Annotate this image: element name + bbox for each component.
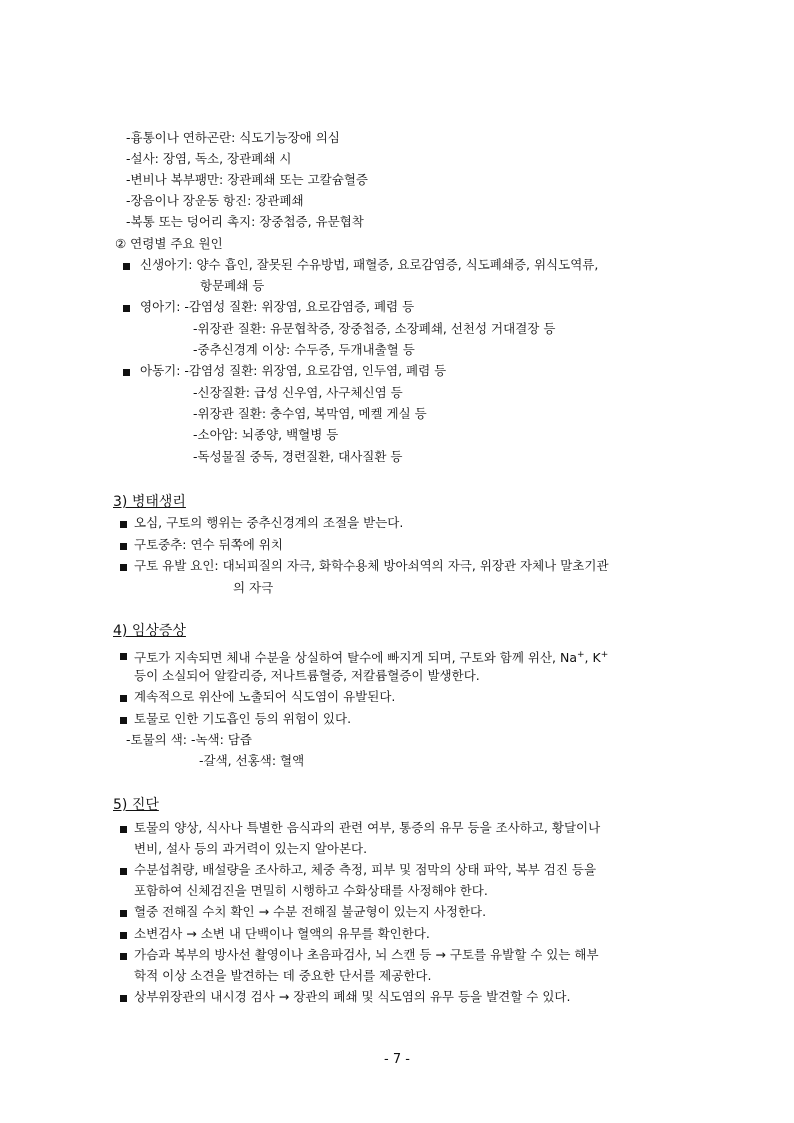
- s4-item-1-cont: 등이 소실되어 알칼리증, 저나트륨혈증, 저칼륨혈증이 발생한다.: [134, 668, 480, 683]
- s5-line-3: 수분섭취량, 배설량을 조사하고, 체중 측정, 피부 및 점막의 상태 파악, 복부 검진 등을: [134, 862, 597, 877]
- newborn-line: 신생아기: 양수 흡인, 잘못된 수유방법, 패혈증, 요로감염증, 식도폐쇄증, 위식도역류,: [140, 257, 599, 272]
- bullet-icon: [120, 995, 127, 1002]
- s3-item-3: 구토 유발 요인: 대뇌피질의 자극, 화학수용체 방아쇠역의 자극, 위장관 자체나 말초기관: [134, 558, 609, 573]
- vomit-color-line-1: -토물의 색: -녹색: 담즙: [126, 732, 252, 747]
- intro-line-1: -흉통이나 연하곤란: 식도기능장애 의심: [126, 130, 340, 145]
- intro-line-4: -장음이나 장운동 항진: 장관폐쇄: [126, 193, 304, 208]
- section-3-title: 3) 병태생리: [113, 494, 186, 510]
- s4-item-3: 토물로 인한 기도흡인 등의 위험이 있다.: [134, 711, 352, 726]
- bullet-icon: [123, 263, 130, 270]
- infant-line-3: -중추신경계 이상: 수두증, 두개내출혈 등: [193, 342, 415, 357]
- child-line-5: -독성물질 중독, 경련질환, 대사질환 등: [193, 449, 403, 464]
- intro-line-3: -변비나 복부팽만: 장관폐쇄 또는 고칼슘혈증: [126, 172, 368, 187]
- s3-item-2: 구토중추: 연수 뒤쪽에 위치: [134, 537, 283, 552]
- bullet-icon: [123, 305, 130, 312]
- s5-line-8: 학적 이상 소견을 발견하는 데 중요한 단서를 제공한다.: [134, 968, 432, 983]
- intro-line-5: -복통 또는 덩어리 촉지: 장중첩증, 유문협착: [126, 214, 364, 229]
- s4-item-1: [134, 647, 608, 666]
- bullet-icon: [120, 653, 127, 660]
- child-line-4: -소아암: 뇌종양, 백혈병 등: [193, 427, 339, 442]
- newborn-line-cont: 항문폐쇄 등: [200, 278, 265, 293]
- bullet-icon: [120, 910, 127, 917]
- bullet-icon: [123, 369, 130, 376]
- bullet-icon: [120, 521, 127, 528]
- bullet-icon: [120, 695, 127, 702]
- infant-line-2: -위장관 질환: 유문협착증, 장중첩증, 소장폐쇄, 선천성 거대결장 등: [193, 321, 556, 336]
- page-number: - 7 -: [384, 1052, 410, 1067]
- s5-line-1: 토물의 양상, 식사나 특별한 음식과의 관련 여부, 통증의 유무 등을 조사하고, 황달이나: [134, 820, 601, 835]
- bullet-icon: [120, 868, 127, 875]
- intro-line-2: -설사: 장염, 독소, 장관폐쇄 시: [126, 151, 292, 166]
- bullet-icon: [120, 717, 127, 724]
- bullet-icon: [120, 953, 127, 960]
- plus-superscript: +: [600, 650, 609, 660]
- s5-line-6: 소변검사 → 소변 내 단백이나 혈액의 유무를 확인한다.: [134, 926, 430, 941]
- child-line-3: -위장관 질환: 충수염, 복막염, 메켈 게실 등: [193, 406, 427, 421]
- bullet-icon: [120, 826, 127, 833]
- s5-line-9: 상부위장관의 내시경 검사 → 장관의 폐쇄 및 식도염의 유무 등을 발견할 수 있다.: [134, 989, 571, 1004]
- plus-superscript: +: [577, 650, 585, 660]
- s3-item-1: 오심, 구토의 행위는 중추신경계의 조절을 받는다.: [134, 515, 404, 530]
- vomit-color-line-2: -갈색, 선홍색: 혈액: [199, 753, 305, 768]
- bullet-icon: [120, 564, 127, 571]
- age-heading: ② 연령별 주요 원인: [115, 236, 223, 251]
- s4-item-2: 계속적으로 위산에 노출되어 식도염이 유발된다.: [134, 689, 396, 704]
- child-line-2: -신장질환: 급성 신우염, 사구체신염 등: [193, 385, 403, 400]
- s5-line-7: 가슴과 복부의 방사선 촬영이나 초음파검사, 뇌 스캔 등 → 구토를 유발할 수 있는 해부: [134, 947, 599, 962]
- section-5-title: 5) 진단: [113, 797, 159, 813]
- s5-line-4: 포함하여 신체검진을 면밀히 시행하고 수화상태를 사정해야 한다.: [134, 883, 488, 898]
- section-4-title: 4) 임상증상: [113, 623, 186, 639]
- s4-item-1-text: 구토가 지속되면 체내 수분을 상실하여 탈수에 빠지게 되며, 구토와 함께 위산, Na: [134, 650, 577, 666]
- bullet-icon: [120, 543, 127, 550]
- s5-line-2: 변비, 설사 등의 과거력이 있는지 알아본다.: [134, 841, 368, 856]
- bullet-icon: [120, 932, 127, 939]
- infant-line-1: 영아기: -감염성 질환: 위장염, 요로감염증, 폐렴 등: [140, 299, 415, 314]
- child-line-1: 아동기: -감염성 질환: 위장염, 요로감염, 인두염, 폐렴 등: [140, 363, 447, 378]
- s4-item-1-mid: , K: [584, 650, 601, 666]
- s5-line-5: 혈중 전해질 수치 확인 → 수분 전해질 불균형이 있는지 사정한다.: [134, 904, 487, 919]
- s3-item-3-cont: 의 자극: [233, 580, 274, 595]
